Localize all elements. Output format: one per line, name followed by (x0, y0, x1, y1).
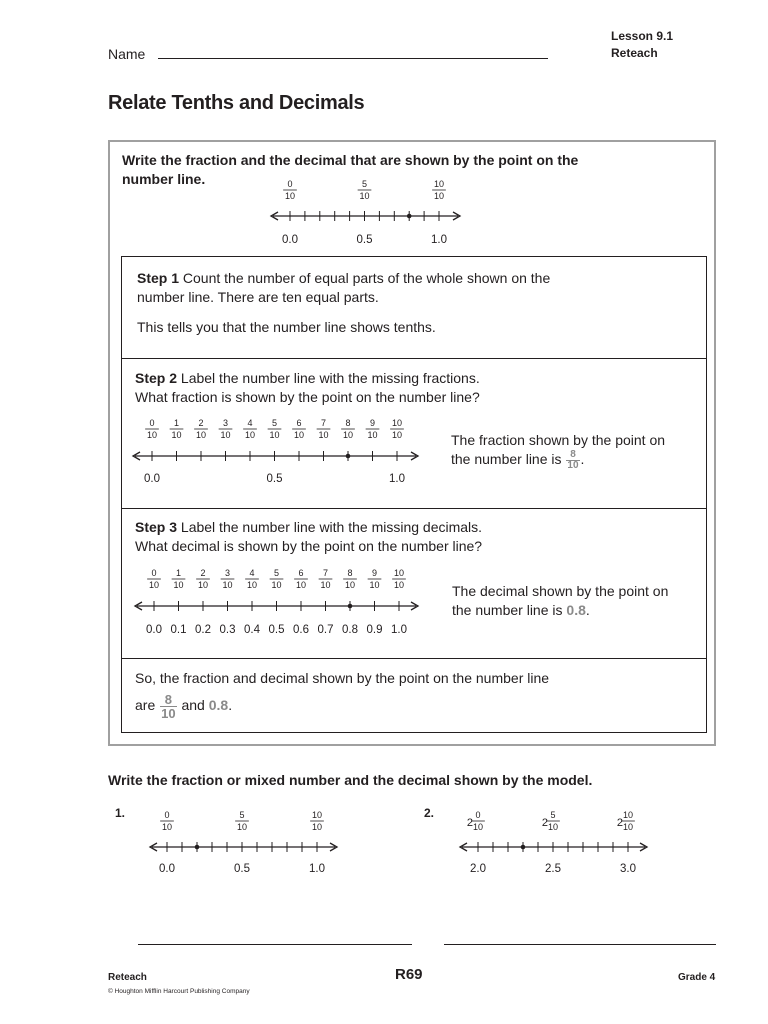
step3-fraction-label-denominator: 10 (320, 580, 331, 590)
problem1-decimal-label: 1.0 (309, 863, 325, 875)
step2-fraction-label-numerator: 2 (198, 418, 204, 428)
problem1-label-numerator: 5 (239, 810, 245, 820)
step2-fraction-label-denominator: 10 (195, 430, 207, 440)
step3-decimal-label: 0.2 (195, 624, 211, 636)
step3-decimal-label: 0.3 (219, 624, 236, 636)
step2-text-a: Label the number line with the missing fractions. (180, 370, 480, 386)
intro-label-denominator: 10 (433, 191, 445, 201)
step2-fraction-label-numerator: 8 (345, 418, 351, 428)
summary-fraction: $\frac{8}{10}$ (161, 692, 176, 721)
intro-label-numerator: 10 (433, 179, 445, 189)
step3-fraction-label-numerator: 5 (273, 568, 280, 578)
step3-answer-a: The decimal shown by the point on (452, 583, 669, 599)
step3-answer-decimal: 0.8 (566, 602, 586, 618)
step2-fraction-label-numerator: 7 (320, 418, 327, 428)
step2-fraction-label-numerator: 0 (149, 418, 155, 428)
step3-fraction-label-numerator: 4 (249, 568, 255, 578)
problem2-label-denominator: 10 (547, 822, 559, 832)
step3-decimal-label: 0.5 (268, 624, 285, 636)
step3-block (135, 518, 555, 556)
step3-text-b: What decimal is shown by the point on the number line? (135, 538, 483, 554)
step2-text-b: What fraction is shown by the point on the number line? (135, 389, 480, 405)
step2-fraction-label-denominator: 10 (220, 430, 231, 440)
step3-fraction-label-denominator: 10 (369, 580, 380, 590)
problem1-label-numerator: 10 (311, 810, 323, 820)
problem2-decimal-label: 3.0 (620, 863, 636, 875)
name-label: Name (108, 46, 146, 62)
step2-decimal-label: 0.0 (144, 473, 160, 485)
problem1-label-denominator: 10 (161, 822, 173, 832)
problem-1-number: 1. (115, 806, 126, 820)
step2-fraction-label-denominator: 10 (367, 430, 378, 440)
step2-block (135, 369, 555, 407)
step3-fraction-label-denominator: 10 (197, 580, 209, 590)
step3-label: Step 3 (135, 519, 178, 535)
step2-decimal-label: 1.0 (389, 473, 405, 485)
lesson-number: Lesson 9.1 (611, 29, 674, 43)
problem2-decimal-label: 2.0 (470, 863, 486, 875)
step3-fraction-label-numerator: 1 (175, 568, 182, 578)
problem2-label-numerator: 10 (622, 810, 634, 820)
step2-fraction-label-denominator: 10 (318, 430, 329, 440)
step2-fraction-label-numerator: 1 (173, 418, 180, 428)
problem-2-answer-line[interactable] (444, 944, 716, 945)
practice-instruction: Write the fraction or mixed number and the decimal shown by the model. (108, 772, 593, 788)
step3-fraction-label-denominator: 10 (222, 580, 233, 590)
problem1-label-denominator: 10 (311, 822, 323, 832)
problem2-label-numerator: 5 (550, 810, 556, 820)
step2-label: Step 2 (135, 370, 178, 386)
step2-fraction-label-denominator: 10 (342, 430, 354, 440)
step2-fraction-label-denominator: 10 (146, 430, 158, 440)
step2-fraction-label-numerator: 5 (271, 418, 278, 428)
step2-fraction-label-denominator: 10 (171, 430, 182, 440)
step3-fraction-label-denominator: 10 (271, 580, 282, 590)
step3-fraction-label-denominator: 10 (344, 580, 356, 590)
step2-fraction-label-numerator: 6 (296, 418, 302, 428)
step3-decimal-label: 0.8 (342, 624, 358, 636)
step2-fraction-label-denominator: 10 (293, 430, 305, 440)
step1-text: Count the number of equal parts of the whole shown on the number line. There are ten equal parts. (137, 270, 551, 305)
problem2-label-denominator: 10 (472, 822, 484, 832)
step3-fraction-label-denominator: 10 (148, 580, 160, 590)
page-number: R69 (395, 966, 423, 983)
intro-text: Write the fraction and the decimal that are shown by the point on the number line. (122, 152, 579, 187)
problem1-label-numerator: 0 (164, 810, 170, 820)
step3-decimal-label: 0.1 (170, 624, 187, 636)
problem1-decimal-label: 0.5 (234, 863, 250, 875)
step3-fraction-label-numerator: 0 (151, 568, 157, 578)
step3-decimal-label: 0.9 (366, 624, 383, 636)
problem2-label-whole: 2 (616, 817, 623, 830)
step2-fraction-label-numerator: 4 (247, 418, 253, 428)
step3-decimal-label: 0.7 (317, 624, 334, 636)
step1-block (137, 269, 557, 307)
step2-fraction-label-numerator: 9 (369, 418, 376, 428)
footer-grade: Grade 4 (678, 972, 716, 983)
step3-answer-b: the number line is (452, 602, 563, 618)
step3-fraction-label-denominator: 10 (173, 580, 184, 590)
step2-answer-a: The fraction shown by the point on (451, 432, 666, 448)
intro-decimal-label: 0.5 (356, 234, 373, 246)
problem-2-number: 2. (424, 806, 435, 820)
intro-decimal-label: 1.0 (431, 234, 447, 246)
step2-answer: The fraction shown by the point on the number line is $\frac{8}{10}$ . (451, 432, 666, 471)
problem2-label-denominator: 10 (622, 822, 634, 832)
step2-fraction-label-numerator: 10 (391, 418, 403, 428)
step3-fraction-label-denominator: 10 (295, 580, 307, 590)
step2-fraction-label-denominator: 10 (391, 430, 403, 440)
problem-1-answer-line[interactable] (138, 944, 412, 945)
summary-text-a: So, the fraction and decimal shown by the point on the number line (135, 670, 550, 686)
lesson-type: Reteach (611, 46, 658, 60)
intro-label-numerator: 5 (361, 179, 368, 189)
problem2-label-numerator: 0 (475, 810, 481, 820)
problem2-label-whole: 2 (466, 817, 473, 830)
step3-decimal-label: 0.0 (146, 624, 162, 636)
problem1-decimal-label: 0.0 (159, 863, 175, 875)
step1-label: Step 1 (137, 270, 180, 286)
intro-point (407, 214, 412, 219)
step3-fraction-label-numerator: 2 (200, 568, 206, 578)
step3-fraction-label-denominator: 10 (246, 580, 258, 590)
step2-answer-fraction: $\frac{8}{10}$ (567, 449, 579, 471)
summary-line: are $\frac{8}{10}$ and 0.8. (135, 692, 233, 721)
divider-summary (121, 658, 707, 659)
step3-text-a: Label the number line with the missing decimals. (180, 519, 483, 535)
problem2-decimal-label: 2.5 (545, 863, 561, 875)
problem2-label-whole: 2 (541, 817, 548, 830)
step1-text2: This tells you that the number line shows tenths. (137, 319, 436, 335)
step3-fraction-label-denominator: 10 (393, 580, 405, 590)
divider-step2 (121, 358, 707, 359)
page-title: Relate Tenths and Decimals (108, 92, 365, 114)
step3-decimal-label: 0.6 (293, 624, 309, 636)
step3-decimal-label: 0.4 (244, 624, 260, 636)
intro-label-denominator: 10 (359, 191, 370, 201)
step2-fraction-label-numerator: 3 (222, 418, 229, 428)
problem2-point (521, 845, 526, 850)
step3-fraction-label-numerator: 3 (224, 568, 231, 578)
problem1-label-denominator: 10 (236, 822, 248, 832)
problem1-point (195, 845, 200, 850)
step3-fraction-label-numerator: 6 (298, 568, 304, 578)
step3-decimal-label: 1.0 (391, 624, 407, 636)
step3-fraction-label-numerator: 8 (347, 568, 353, 578)
step2-answer-b: the number line is (451, 451, 562, 468)
divider-step3 (121, 508, 707, 509)
intro-label-numerator: 0 (287, 179, 293, 189)
footer-copyright: © Houghton Mifflin Harcourt Publishing Company (108, 988, 250, 995)
summary-decimal: 0.8 (208, 697, 229, 714)
step2-decimal-label: 0.5 (266, 473, 283, 485)
step3-fraction-label-numerator: 10 (393, 568, 405, 578)
footer-reteach: Reteach (108, 972, 147, 983)
step3-answer: The decimal shown by the point on the number line is 0.8. (452, 583, 669, 618)
step2-fraction-label-denominator: 10 (269, 430, 280, 440)
intro-label-denominator: 10 (284, 191, 296, 201)
step3-fraction-label-numerator: 7 (322, 568, 329, 578)
step3-fraction-label-numerator: 9 (371, 568, 378, 578)
intro-decimal-label: 0.0 (282, 234, 298, 246)
step2-fraction-label-denominator: 10 (244, 430, 256, 440)
